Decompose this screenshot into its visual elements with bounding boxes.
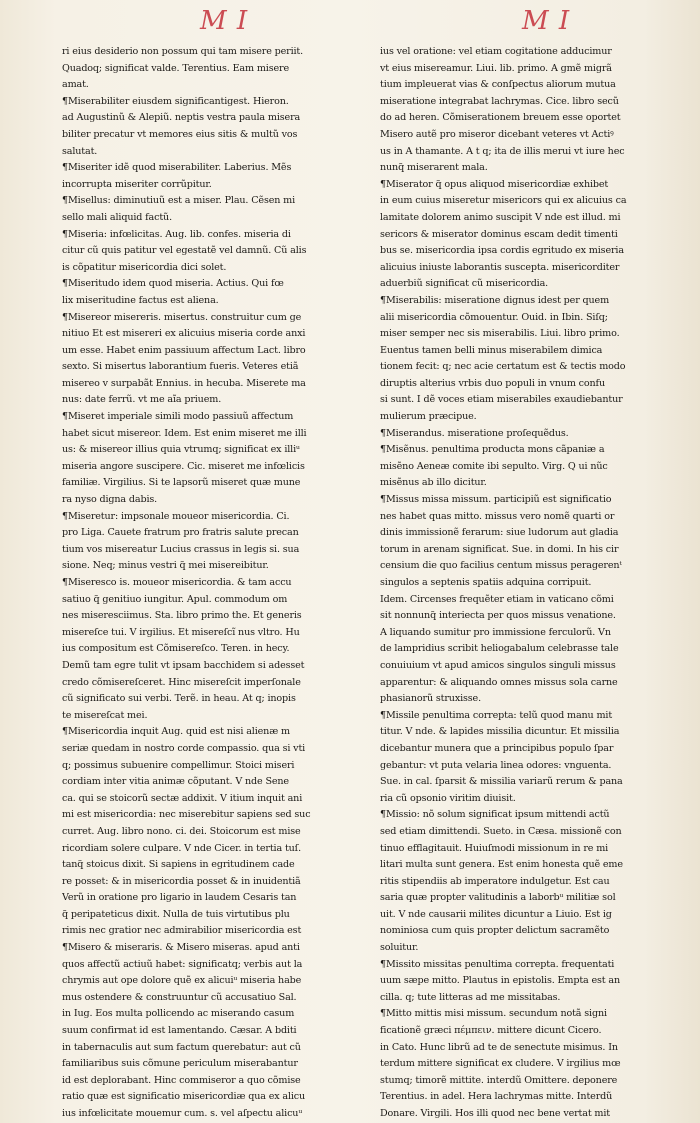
text-line: tanq̃ stoicus dixit. Si sapiens in egritudinem cade	[62, 859, 295, 871]
text-line: Terentius. in adel. Hera lachrymas mitte. Interdũ	[380, 1091, 613, 1103]
text-line: salutat.	[62, 145, 98, 157]
text-line: Demũ tam egre tulit vt ipsam bacchidem si adesset	[62, 659, 305, 671]
text-line: q̃ peripateticus dixit. Nulla de tuis virtutibus plu	[62, 908, 290, 920]
right-text-column	[380, 44, 672, 1123]
text-line: ¶Misellus: diminutiuũ est a miser. Plau. Cẽsen mi	[62, 195, 296, 207]
text-line: de lampridius scribit heliogabalum celebrasse tale	[380, 643, 619, 655]
text-line: ratio quæ est significatio misericordiæ qua ex alicu	[62, 1091, 306, 1103]
text-line: misẽno Aeneæ comite ibi sepulto. Virg. Q ui nũc	[380, 460, 608, 472]
text-line: ¶Miserabiliter eiusdem significantigest. Hieron.	[62, 95, 289, 107]
text-line: nunq̃ miserarent mala.	[380, 162, 488, 174]
text-line: nus: date ferrũ. vt me aĩa priuem.	[62, 394, 222, 406]
text-line: Quadoq; significat valde. Terentius. Eam misere	[62, 62, 289, 74]
text-line: in tabernaculis aut sum factum querebatur: aut cũ	[62, 1041, 301, 1053]
text-line: chrymis aut ope dolore quẽ ex alicuiᵘ miseria habe	[62, 975, 302, 987]
text-line: tium vos misereatur Lucius crassus in legis si. sua	[62, 543, 300, 555]
text-line: saria quæ propter valitudinis a laborbᵘ militiæ sol	[380, 892, 616, 904]
text-line: nominiosa cum quis propter delictum sacramẽto	[380, 925, 610, 937]
text-line: ius compositum est Cõmisereſco. Teren. in hecy.	[62, 643, 290, 655]
text-line: stumq; timorẽ mittite. interdũ Omittere. deponere	[380, 1074, 618, 1086]
text-line: tium impleuerat vias & conſpectus aliorum mutua	[380, 79, 616, 91]
text-line: singulos a septenis spatiis adquina corripuit.	[380, 577, 592, 588]
text-line: apparentur: & aliquando omnes missus sola carne	[380, 676, 618, 688]
text-line: phasianorũ struxisse.	[380, 693, 481, 705]
text-line: Misero autẽ pro miseror dicebant veteres vt Actiꝰ	[380, 128, 614, 140]
text-line: ricordiam solere culpare. V nde Cicer. in tertia tuſ.	[62, 842, 301, 854]
text-line: biliter precatur vt memores eius sitis & multũ vos	[62, 128, 298, 140]
text-line: sione. Neq; minus vestri q̃ mei misereibitur.	[62, 560, 269, 572]
text-line: amat.	[62, 79, 89, 91]
text-line: suum confirmat id est lamentando. Cæsar. A bditi	[62, 1025, 297, 1037]
text-line: uit. V nde causarii milites dicuntur a Liuio. Est ig	[380, 908, 612, 920]
text-line: ¶Miseriter idẽ quod miserabiliter. Laberius. Mẽs	[62, 162, 292, 174]
text-line: soluitur.	[380, 942, 419, 954]
text-line: titur. V nde. & lapides missilia dicuntur. Et missilia	[380, 726, 620, 738]
text-line: lix miseritudine factus est aliena.	[62, 294, 219, 306]
text-line: aduerbiũ significat cũ misericordia.	[380, 278, 549, 290]
text-line: ¶Miseria: infœlicitas. Aug. lib. confes. miseria di	[62, 228, 291, 240]
text-line: sed etiam dimittendi. Sueto. in Cæsa. missionẽ con	[380, 825, 622, 837]
text-line: nes habet quas mitto. missus vero nomẽ quarti or	[380, 510, 615, 522]
text-line: ¶Miseret imperiale simili modo passiuũ affectum	[62, 411, 294, 423]
text-line: miseria angore suscipere. Cic. miseret me infœlicis	[62, 460, 305, 472]
text-line: Verũ in oratione pro ligario in laudem Cesaris tan	[62, 892, 297, 904]
text-line: ius vel oratione: vel etiam cogitatione adducimur	[380, 46, 612, 57]
text-line: nes miseresciimus. Sta. libro primo the. Et generis	[62, 610, 302, 622]
text-line: curret. Aug. libro nono. ci. dei. Stoicorum est mise	[62, 825, 301, 837]
text-line: dicebantur munera que a principibus populo ſpar	[380, 742, 614, 754]
text-line: ad Augustinũ & Alepiũ. neptis vestra paula misera	[62, 112, 301, 124]
text-line: conuiuium vt apud amicos singulos singuli missus	[380, 659, 616, 671]
text-line: Euentus tamen belli minus miserabilem dimica	[380, 344, 603, 356]
text-line: um esse. Habet enim passiuum affectum Lact. libro	[62, 344, 306, 356]
text-line: gebantur: vt puta velaria linea odores: vnguenta.	[380, 759, 612, 771]
text-line: terdum mittere significat ex cludere. V irgilius mœ	[380, 1058, 621, 1070]
text-line: ¶Miserator q̃ opus aliquod misericordiæ exhibet	[380, 178, 609, 190]
text-line: diruptis alterius vrbis duo populi in vnum confu	[380, 377, 605, 389]
text-line: ¶Missus missa missum. participiũ est significatio	[380, 494, 612, 506]
text-line: ¶Missile penultima correpta: telũ quod manu mit	[380, 709, 613, 721]
text-line: in Cato. Hunc librũ ad te de senectute misimus. In	[380, 1041, 618, 1053]
text-line: uum sæpe mitto. Plautus in epistolis. Empta est an	[380, 975, 620, 987]
text-line: incorrupta miseriter corrũpitur.	[62, 178, 212, 190]
text-line: si sunt. I dẽ voces etiam miserabiles exaudiebantur	[380, 394, 623, 406]
text-line: ¶Missio: nõ solum significat ipsum mittendi actũ	[380, 809, 610, 821]
text-line: cilla. q; tute litteras ad me missitabas.	[380, 991, 561, 1003]
text-line: ¶Miseritudo idem quod miseria. Actius. Qui fœ	[62, 278, 284, 290]
text-line: ¶Miserabilis: miseratione dignus idest per quem	[380, 294, 610, 306]
text-line: ria cũ opsonio viritim diuisit.	[380, 792, 516, 804]
text-line: sexto. Si misertus laborantium fueris. Veteres etiã	[62, 361, 299, 373]
text-line: sit nonnunq̃ interiecta per quos missus venatione.	[380, 610, 616, 622]
text-line: A liquando sumitur pro immissione ferculorũ. Vn	[380, 626, 611, 638]
text-line: do ad heren. Cõmiserationem breuem esse oportet	[380, 112, 621, 124]
text-line: cũ significato sui verbi. Terẽ. in heau. At q; inopis	[62, 693, 296, 705]
text-line: q; possimus subuenire compellimur. Stoici miseri	[62, 759, 295, 771]
text-line: sericors & miserator dominus escam dedit timenti	[380, 228, 618, 240]
folio-mark-right: M I	[522, 6, 571, 36]
text-line: mi est misericordia: nec miserebitur sapiens sed suc	[62, 809, 311, 821]
text-line: mus ostendere & construuntur cũ accusatiuo Sal.	[62, 991, 297, 1003]
text-line: ius infœlicitate mouemur cum. s. vel aſpectu alicuᵘ	[62, 1108, 302, 1119]
text-line: misereo v surpabãt Ennius. in hecuba. Miserete ma	[62, 377, 306, 389]
text-line: ¶Missito missitas penultima correpta. frequentati	[380, 958, 615, 970]
text-line: te misereſcat mei.	[62, 709, 148, 721]
text-line: in eum cuius miseretur misericors qui ex alicuius ca	[380, 195, 627, 207]
text-line: ¶Miserandus. miseratione proſequẽdus.	[380, 427, 569, 439]
text-line: cordiam inter vitia animæ cõputant. V nde Sene	[62, 776, 289, 788]
text-line: tinuo efflagitauit. Huiuſmodi missionum in re mi	[380, 842, 609, 854]
text-line: ritis stipendiis ab imperatore indulgetur. Est cau	[380, 875, 610, 887]
text-line: miseratione integrabat lachrymas. Cice. libro secũ	[380, 95, 619, 107]
text-line: habet sicut misereor. Idem. Est enim miseret me illi	[62, 427, 307, 439]
text-line: satiuo q̃ genitiuo iungitur. Apul. commodum om	[62, 593, 288, 605]
text-line: in Iug. Eos multa pollicendo ac miserando casum	[62, 1008, 295, 1020]
text-line: nitiuo Et est misereri ex alicuius miseria corde anxi	[62, 328, 306, 340]
text-line: ¶Miseresco is. moueor misericordia. & tam accu	[62, 577, 292, 588]
text-line: dinis immissionẽ ferarum: siue ludorum aut gladia	[380, 527, 619, 539]
text-line: ficationẽ græci πέμπειν. mittere dicunt Cicero.	[380, 1025, 602, 1037]
text-line: Sue. in cal. ſparsit & missilia variarũ rerum & pana	[380, 776, 623, 788]
text-line: tionem fecit: q; nec acie certatum est & tectis modo	[380, 361, 626, 373]
text-line: lamitate dolorem animo suscipit V nde est illud. mi	[380, 211, 621, 223]
text-line: miser semper nec sis miserabilis. Liui. libro primo.	[380, 328, 620, 340]
text-line: censium die quo facilius centum missus peragerenᵗ	[380, 560, 622, 572]
text-line: ri eius desiderio non possum qui tam misere periit.	[62, 46, 304, 57]
text-line: id est deplorabant. Hinc commiseror a quo cõmise	[62, 1074, 301, 1086]
text-line: us in A thamante. A t q; ita de illis merui vt iure hec	[380, 145, 625, 157]
text-line: credo cõmisereſceret. Hinc misereſcit imperſonale	[62, 676, 301, 688]
text-line: ¶Misẽnus. penultima producta mons cãpaniæ a	[380, 444, 605, 456]
text-line: ¶Misericordia inquit Aug. quid est nisi alienæ m	[62, 726, 290, 738]
text-line: Idem. Circenses frequẽter etiam in vaticano cõmi	[380, 593, 614, 605]
text-line: Donare. Virgili. Hos illi quod nec bene vertat mit	[380, 1108, 611, 1119]
text-line: ca. qui se stoicorũ sectæ addixit. V itium inquit ani	[62, 792, 303, 804]
text-line: is cõpatitur misericordia dici solet.	[62, 261, 227, 273]
folio-mark-left: M I	[200, 6, 249, 36]
text-line: us: & misereor illius quia vtrumq; significat ex illiᵘ	[62, 444, 300, 456]
text-line: familiæ. Virgilius. Si te lapsorũ miseret quæ mune	[62, 477, 301, 489]
text-line: re posset: & in misericordia posset & in inuidentiã	[62, 875, 301, 887]
text-line: seriæ quedam in nostro corde compassio. qua si vti	[62, 742, 306, 754]
text-line: misereſce tui. V irgilius. Et misereſcĩ nus vltro. Hu	[62, 626, 300, 638]
text-line: rimis nec gratior nec admirabilior misericordia est	[62, 925, 302, 937]
text-line: ¶Misereor misereris. misertus. construitur cum ge	[62, 311, 302, 323]
text-line: ¶Mitto mittis misi missum. secundum notã signi	[380, 1008, 607, 1020]
text-line: pro Liga. Cauete fratrum pro fratris salute precan	[62, 527, 299, 539]
text-line: bus se. misericordia ipsa cordis egritudo ex miseria	[380, 245, 624, 257]
left-text-column	[62, 44, 360, 1123]
text-line: mulierum præcipue.	[380, 411, 477, 423]
text-line: citur cũ quis patitur vel egestatẽ vel damnũ. Cũ alis	[62, 245, 307, 257]
text-line: familiaribus suis cõmune periculum miserabantur	[62, 1058, 298, 1070]
text-line: ¶Miseretur: impsonale moueor misericordia. Ci.	[62, 510, 290, 522]
text-line: misẽnus ab illo dicitur.	[380, 477, 487, 489]
text-line: alii misericordia cõmouentur. Ouid. in Ibin. Siſq;	[380, 311, 608, 323]
text-line: ¶Misero & miseraris. & Misero miseras. apud anti	[62, 942, 300, 954]
text-line: vt eius misereamur. Liui. lib. primo. A gmẽ migrã	[380, 62, 612, 74]
text-line: sello mali aliquid factũ.	[62, 211, 172, 223]
text-line: quos affectũ actiuũ habet: significatq; verbis aut la	[62, 958, 303, 970]
text-line: litari multa sunt genera. Est enim honesta quẽ eme	[380, 859, 623, 871]
text-line: ra nyso digna dabis.	[62, 494, 158, 506]
text-line: alicuius iniuste laborantis suscepta. misericorditer	[380, 261, 620, 273]
text-line: torum in arenam significat. Sue. in domi. In his cir	[380, 543, 619, 555]
